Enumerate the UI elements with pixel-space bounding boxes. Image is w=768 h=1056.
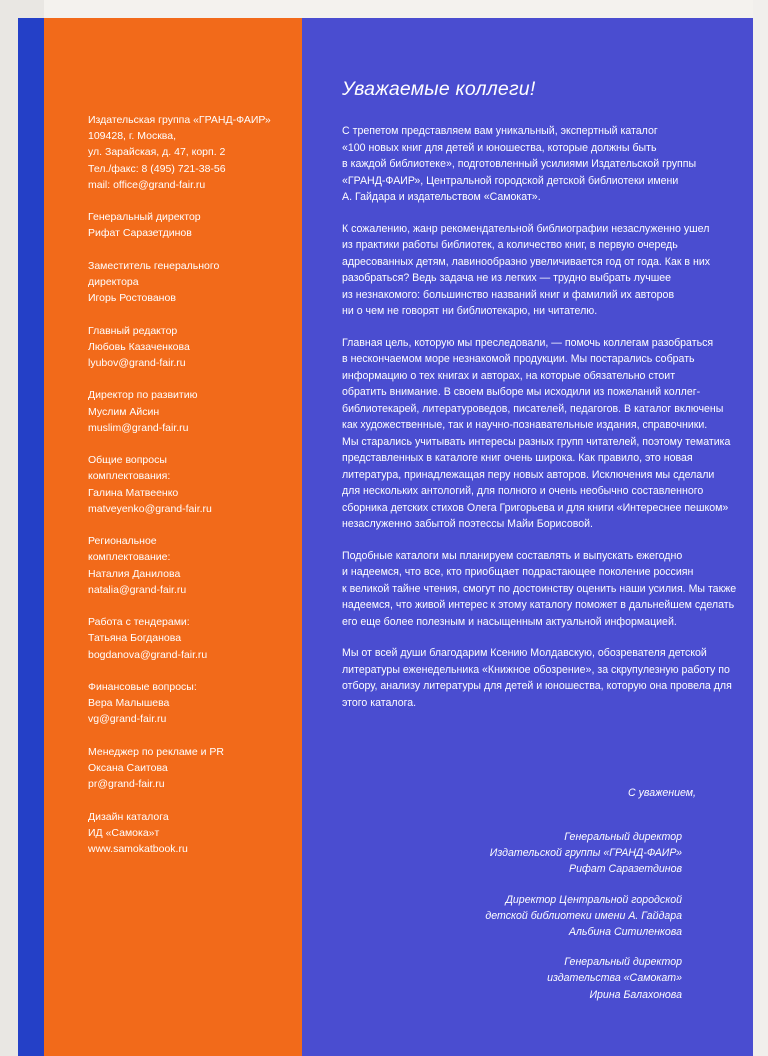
paragraph-line: ни о чем не говорят ни библиотекарю, ни читателю. [342, 305, 598, 317]
paragraph-line: незаслуженно забытой поэтессы Майи Борисовой. [342, 518, 593, 530]
contact-line: natalia@grand-fair.ru [88, 583, 187, 596]
letter-signatures [485, 829, 682, 1017]
contact-line: Любовь Казаченкова [88, 340, 190, 353]
contact-line: Заместитель генерального [88, 259, 220, 272]
paragraph-line: представленных в каталоге книг очень широка. Как правило, это новая [342, 452, 693, 464]
contact-line: www.samokatbook.ru [88, 842, 188, 855]
paragraph-line: Подобные каталоги мы планируем составлять и выпускать ежегодно [342, 549, 683, 562]
letter-paragraph [342, 335, 747, 533]
contact-line: Игорь Ростованов [88, 292, 176, 305]
paragraph-line: К сожалению, жанр рекомендательной библиографии незаслуженно ушел [342, 222, 710, 235]
signature-line: Ирина Балахонова [589, 988, 682, 1001]
contact-line: Общие вопросы [88, 454, 167, 467]
contact-line: vg@grand-fair.ru [88, 713, 167, 726]
paragraph-line: Мы старались учитывать интересы разных групп читателей, поэтому тематика [342, 435, 731, 448]
paragraph-line: сборника детских стихов Олега Григорьева и для книги «Интереснее пешком» [342, 501, 729, 514]
contact-line: директора [88, 276, 139, 288]
blue-edge-stripe [18, 18, 46, 1056]
letter-paragraph [342, 221, 747, 320]
contact-block [88, 679, 298, 728]
contact-line: lyubov@grand-fair.ru [88, 357, 186, 369]
paragraph-line: библиотекарей, литературоведов, писателей, педагогов. В каталог включены [342, 402, 724, 415]
signature-block [485, 892, 682, 941]
page-margin-right [753, 0, 768, 1056]
contact-line: Генеральный директор [88, 211, 201, 224]
letter [342, 78, 747, 726]
paragraph-line: надеемся, что живой интерес к этому каталогу поможет в дальнейшем сделать [342, 599, 735, 611]
paragraph-line: в каждой библиотеке», подготовленный усилиями Издательской группы [342, 158, 697, 170]
signature-block [485, 954, 682, 1003]
contact-block [88, 744, 298, 793]
letter-closing: С уважением, [628, 787, 696, 799]
paragraph-line: и надеемся, что все, кто приобщает подрастающее поколение россиян [342, 566, 694, 578]
signature-block [485, 829, 682, 878]
signature-line: Генеральный директор [564, 956, 682, 969]
signature-line: Генеральный директор [564, 831, 682, 843]
publisher-contacts [88, 112, 298, 873]
paragraph-line: разобраться? Ведь задача не из легких — трудно выбрать лучшее [342, 272, 672, 284]
page-margin-left [0, 0, 44, 1056]
contact-line: Муслим Айсин [88, 405, 160, 418]
contact-line: Региональное [88, 535, 157, 548]
paragraph-line: этого каталога. [342, 696, 417, 709]
paragraph-line: «ГРАНД-ФАИР», Центральной городской детской библиотеки имени [342, 174, 679, 187]
contact-line: Директор по развитию [88, 389, 198, 402]
contact-block [88, 809, 298, 858]
contact-line: Татьяна Богданова [88, 632, 182, 645]
paragraph-line: адресованных детям, лавинообразно увеличивается год от года. Как в них [342, 255, 711, 268]
signature-line: детской библиотеки имени А. Гайдара [485, 909, 682, 922]
contact-line: Главный редактор [88, 324, 178, 337]
contact-block [88, 452, 298, 517]
letter-paragraph [342, 548, 747, 631]
paragraph-line: из практики работы библиотек, а количество книг, в первую очередь [342, 239, 678, 251]
contact-line: комплектование: [88, 551, 171, 564]
contact-line: ул. Зарайская, д. 47, корп. 2 [88, 146, 226, 159]
contact-line: muslim@grand-fair.ru [88, 421, 189, 434]
paragraph-line: литература, принадлежащая перу новых авторов. Исключения мы сделали [342, 468, 715, 481]
contact-line: Вера Малышева [88, 697, 170, 710]
paragraph-line: обратить внимание. В своем выборе мы исходили из пожеланий коллег- [342, 386, 701, 398]
contact-block [88, 323, 298, 372]
contact-line: Финансовые вопросы: [88, 680, 197, 693]
contact-line: matveyenko@grand-fair.ru [88, 502, 212, 515]
paragraph-line: Мы от всей души благодарим Ксению Молдавскую, обозревателя детской [342, 647, 707, 659]
paragraph-line: информацию о тех книгах и авторах, на которые обязательно стоит [342, 369, 676, 382]
paragraph-line: для нескольких антологий, для полного и очень необычно составленного [342, 485, 704, 497]
paragraph-line: в нескончаемом море незнакомой продукции. Мы постарались собрать [342, 353, 695, 365]
contact-block [88, 112, 298, 193]
paragraph-line: Главная цель, которую мы преследовали, — помочь коллегам разобраться [342, 336, 714, 349]
paragraph-line: С трепетом представляем вам уникальный, экспертный каталог [342, 125, 658, 137]
contact-block [88, 614, 298, 663]
paragraph-line: к великой тайне чтения, смогут по достоинству оценить наши усилия. Мы также [342, 582, 737, 595]
contact-line: pr@grand-fair.ru [88, 778, 165, 791]
contact-line: 109428, г. Москва, [88, 130, 177, 143]
contact-line: mail: office@grand-fair.ru [88, 178, 206, 191]
contact-line: Наталия Данилова [88, 567, 181, 580]
signature-line: Директор Центральной городской [505, 893, 682, 906]
signature-line: Альбина Ситиленкова [568, 926, 682, 939]
signature-line: Рифат Саразетдинов [569, 863, 682, 876]
contact-block [88, 209, 298, 241]
contact-line: Дизайн каталога [88, 810, 169, 823]
contact-line: Рифат Саразетдинов [88, 227, 192, 240]
letter-paragraph [342, 645, 747, 711]
contact-line: Тел./факс: 8 (495) 721-38-56 [88, 162, 226, 175]
signature-line: издательства «Самокат» [547, 972, 682, 985]
contact-line: Менеджер по рекламе и PR [88, 745, 225, 758]
signature-line: Издательской группы «ГРАНД-ФАИР» [489, 847, 682, 860]
contact-line: комплектования: [88, 470, 171, 483]
letter-heading: Уважаемые коллеги! [342, 78, 536, 100]
contact-line: bogdanova@grand-fair.ru [88, 648, 208, 661]
paragraph-line: литературы еженедельника «Книжное обозрение», за скрупулезную работу по [342, 663, 730, 676]
contact-line: Работа с тендерами: [88, 616, 190, 629]
paragraph-line: «100 новых книг для детей и юношества, которые должны быть [342, 141, 657, 154]
paragraph-line: его еще более полезным и насыщенным актуальной информацией. [342, 615, 677, 628]
contact-line: Оксана Саитова [88, 761, 168, 774]
contact-line: Галина Матвеенко [88, 486, 179, 499]
contact-block [88, 258, 298, 307]
contact-block [88, 533, 298, 598]
paragraph-line: А. Гайдара и издательством «Самокат». [342, 191, 541, 203]
contact-line: ИД «Самока»т [88, 826, 160, 839]
letter-paragraph [342, 123, 747, 206]
contact-line: Издательская группа «ГРАНД-ФАИР» [88, 114, 271, 126]
paragraph-line: отбору, анализу литературы для детей и юношества, которую она провела для [342, 680, 732, 692]
paragraph-line: как художественные, так и научно-познавательные издания, справочники. [342, 419, 708, 431]
contact-block [88, 387, 298, 436]
letter-body [342, 123, 747, 711]
paragraph-line: из незнакомого: большинство названий книг и фамилий их авторов [342, 288, 675, 301]
